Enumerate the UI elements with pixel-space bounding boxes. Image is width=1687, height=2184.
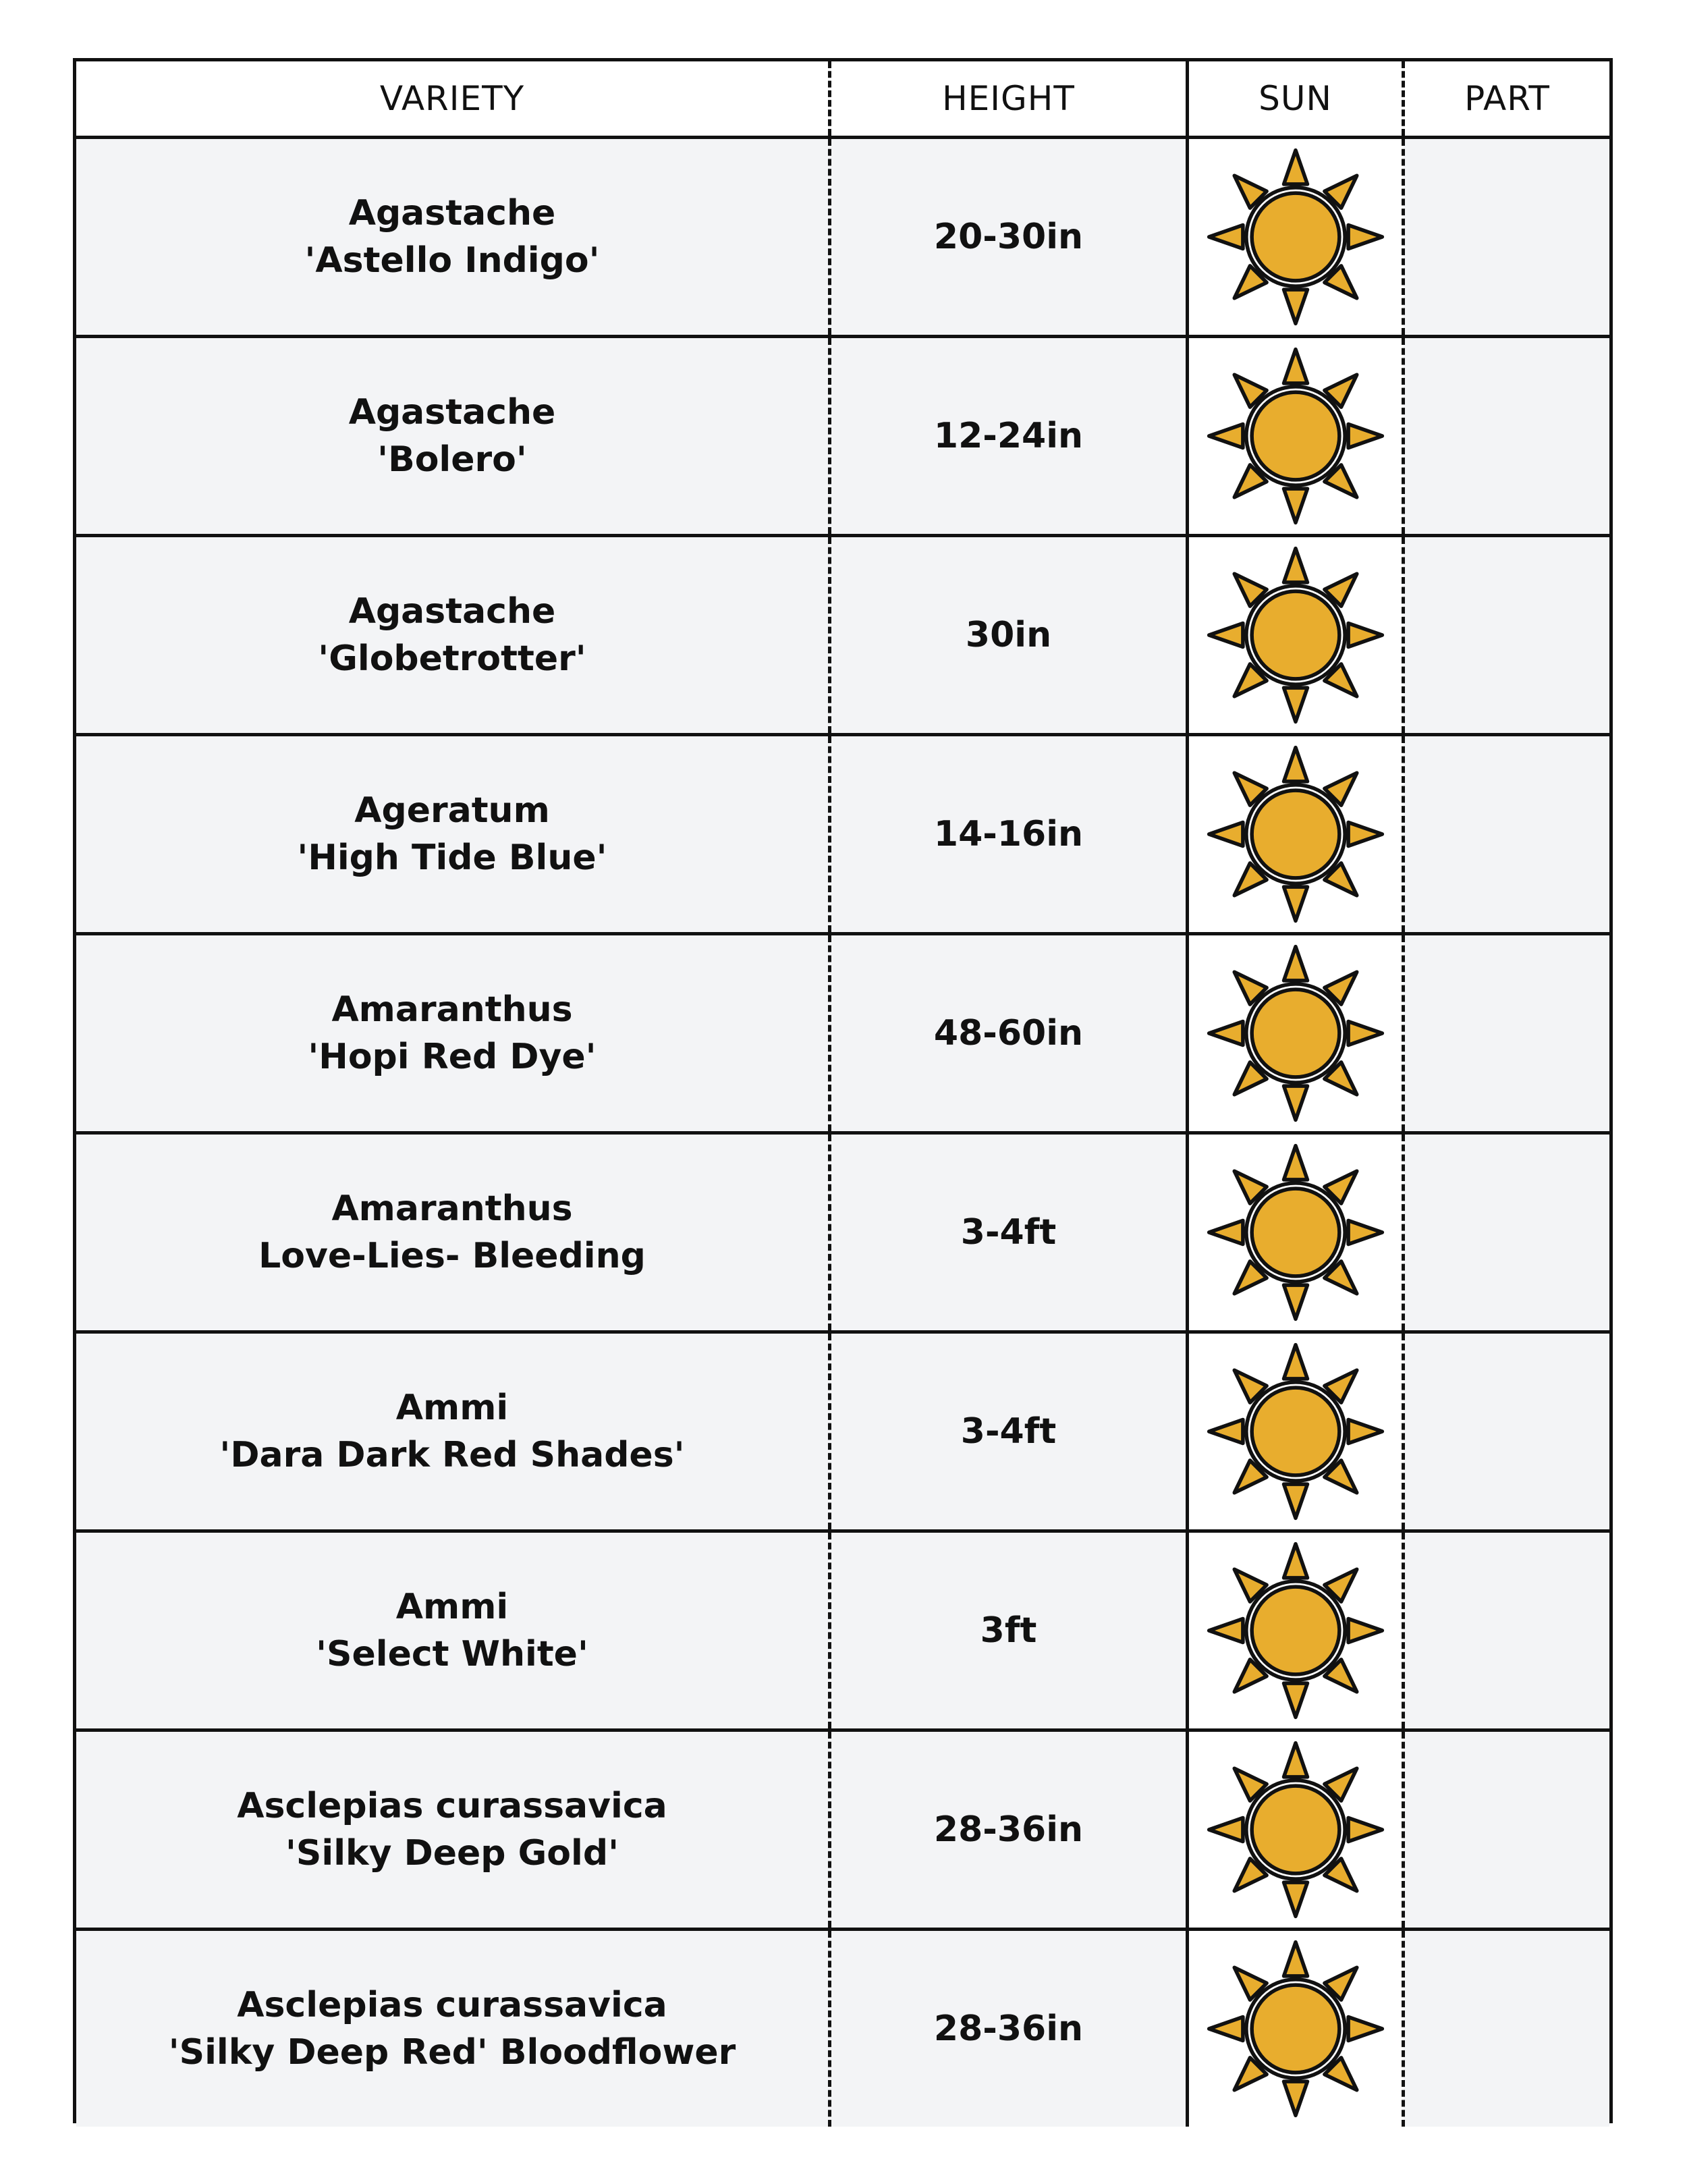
part-cell xyxy=(1404,1531,1610,1730)
sun-icon xyxy=(1202,940,1389,1126)
height-cell: 28-36in xyxy=(830,1930,1188,2127)
header-variety: VARIETY xyxy=(76,61,830,138)
part-cell xyxy=(1404,138,1610,337)
height-cell: 20-30in xyxy=(830,138,1188,337)
sun-ray xyxy=(1283,887,1307,921)
sun-ray xyxy=(1209,1818,1242,1842)
header-row xyxy=(76,61,1609,138)
variety-cultivar: 'Astello Indigo' xyxy=(304,240,600,281)
sun-icon xyxy=(1202,343,1389,529)
sun-icon xyxy=(1202,1139,1389,1326)
sun-ray xyxy=(1348,425,1382,448)
table-row xyxy=(76,337,1609,536)
table-row xyxy=(76,735,1609,934)
height-cell: 3-4ft xyxy=(830,1133,1188,1332)
sun-ray xyxy=(1209,1221,1242,1245)
part-cell xyxy=(1404,337,1610,536)
sun-ray xyxy=(1209,425,1242,448)
table-row xyxy=(76,1930,1609,2127)
sun-ray xyxy=(1283,1683,1307,1717)
height-cell: 28-36in xyxy=(830,1730,1188,1930)
sun-ray xyxy=(1348,624,1382,647)
variety-name: Ammi xyxy=(395,1388,509,1428)
variety-name: Ageratum xyxy=(354,790,550,831)
variety-cell xyxy=(76,934,830,1133)
sun-ray xyxy=(1209,2017,1242,2041)
variety-name: Amaranthus xyxy=(331,989,573,1030)
sun-ray xyxy=(1348,1022,1382,1045)
variety-cell xyxy=(76,735,830,934)
sun-ray xyxy=(1283,1942,1307,1976)
table-row xyxy=(76,536,1609,735)
sun-ray xyxy=(1283,748,1307,782)
sun-cell xyxy=(1188,138,1404,337)
sun-ray xyxy=(1348,1818,1382,1842)
sun-ray xyxy=(1348,2017,1382,2041)
table-row xyxy=(76,138,1609,337)
sun-ray xyxy=(1209,1022,1242,1045)
variety-cell xyxy=(76,1332,830,1531)
variety-cell xyxy=(76,1133,830,1332)
height-cell: 3-4ft xyxy=(830,1332,1188,1531)
table-row xyxy=(76,1531,1609,1730)
header-part: PART xyxy=(1404,61,1610,138)
variety-cell xyxy=(76,536,830,735)
sun-ray xyxy=(1283,1743,1307,1777)
sun-cell xyxy=(1188,934,1404,1133)
table-row xyxy=(76,1730,1609,1930)
variety-cell xyxy=(76,1930,830,2127)
variety-cell xyxy=(76,138,830,337)
height-cell: 12-24in xyxy=(830,337,1188,536)
sun-ray xyxy=(1348,1221,1382,1245)
sun-icon xyxy=(1202,1737,1389,1923)
sun-icon xyxy=(1202,741,1389,927)
sun-cell xyxy=(1188,1531,1404,1730)
sun-ray xyxy=(1283,1484,1307,1518)
sun-ray xyxy=(1209,624,1242,647)
variety-cultivar: 'Silky Deep Gold' xyxy=(285,1833,619,1874)
sun-cell xyxy=(1188,1332,1404,1531)
variety-cell xyxy=(76,1730,830,1930)
sun-icon xyxy=(1202,1936,1389,2122)
sun-cell xyxy=(1188,1133,1404,1332)
header-height: HEIGHT xyxy=(830,61,1188,138)
variety-name: Agastache xyxy=(348,392,556,433)
sun-ray xyxy=(1283,688,1307,721)
table-row xyxy=(76,1133,1609,1332)
height-cell: 3ft xyxy=(830,1531,1188,1730)
part-cell xyxy=(1404,1730,1610,1930)
variety-cultivar: 'Dara Dark Red Shades' xyxy=(219,1435,685,1475)
variety-cultivar: Love-Lies- Bleeding xyxy=(258,1236,646,1276)
sun-ray xyxy=(1283,1086,1307,1120)
sun-ray xyxy=(1283,290,1307,323)
height-cell: 14-16in xyxy=(830,735,1188,934)
sun-icon xyxy=(1202,542,1389,728)
sun-ray xyxy=(1283,151,1307,184)
variety-cultivar: 'Bolero' xyxy=(377,439,527,480)
variety-name: Agastache xyxy=(348,193,556,234)
part-cell xyxy=(1404,1930,1610,2127)
part-cell xyxy=(1404,536,1610,735)
sun-ray xyxy=(1209,225,1242,249)
variety-name: Agastache xyxy=(348,591,556,632)
sun-ray xyxy=(1283,1544,1307,1578)
sun-ray xyxy=(1209,823,1242,846)
table-row xyxy=(76,934,1609,1133)
variety-name: Asclepias curassavica xyxy=(237,1985,667,2025)
sun-ray xyxy=(1283,489,1307,522)
sun-ray xyxy=(1348,1619,1382,1643)
sun-cell xyxy=(1188,1930,1404,2127)
sun-ray xyxy=(1209,1619,1242,1643)
sun-ray xyxy=(1283,1345,1307,1379)
sun-icon xyxy=(1202,1338,1389,1525)
variety-cell xyxy=(76,337,830,536)
sun-ray xyxy=(1283,1285,1307,1319)
header-sun: SUN xyxy=(1188,61,1404,138)
sun-icon xyxy=(1202,144,1389,330)
part-cell xyxy=(1404,1133,1610,1332)
table-row xyxy=(76,1332,1609,1531)
variety-cultivar: 'Globetrotter' xyxy=(318,638,586,679)
sun-ray xyxy=(1283,2081,1307,2115)
sun-ray xyxy=(1283,947,1307,981)
variety-cultivar: 'High Tide Blue' xyxy=(297,838,607,878)
part-cell xyxy=(1404,735,1610,934)
sun-cell xyxy=(1188,536,1404,735)
variety-cell xyxy=(76,1531,830,1730)
variety-cultivar: 'Select White' xyxy=(316,1634,588,1674)
sun-cell xyxy=(1188,1730,1404,1930)
sun-ray xyxy=(1283,350,1307,383)
variety-name: Amaranthus xyxy=(331,1189,573,1229)
sun-ray xyxy=(1348,225,1382,249)
sun-icon xyxy=(1202,1537,1389,1724)
variety-cultivar: 'Silky Deep Red' Bloodflower xyxy=(168,2032,736,2073)
sun-cell xyxy=(1188,735,1404,934)
sun-ray xyxy=(1348,823,1382,846)
variety-name: Asclepias curassavica xyxy=(237,1786,667,1826)
sun-ray xyxy=(1283,1146,1307,1180)
part-cell xyxy=(1404,1332,1610,1531)
plant-table xyxy=(76,61,1609,2127)
part-cell xyxy=(1404,934,1610,1133)
height-cell: 30in xyxy=(830,536,1188,735)
variety-name: Ammi xyxy=(395,1587,509,1627)
sun-ray xyxy=(1209,1420,1242,1444)
sun-ray xyxy=(1283,549,1307,582)
variety-cultivar: 'Hopi Red Dye' xyxy=(308,1037,597,1077)
sun-ray xyxy=(1283,1882,1307,1916)
plant-table-frame xyxy=(73,58,1613,2123)
sun-cell xyxy=(1188,337,1404,536)
sun-ray xyxy=(1348,1420,1382,1444)
height-cell: 48-60in xyxy=(830,934,1188,1133)
